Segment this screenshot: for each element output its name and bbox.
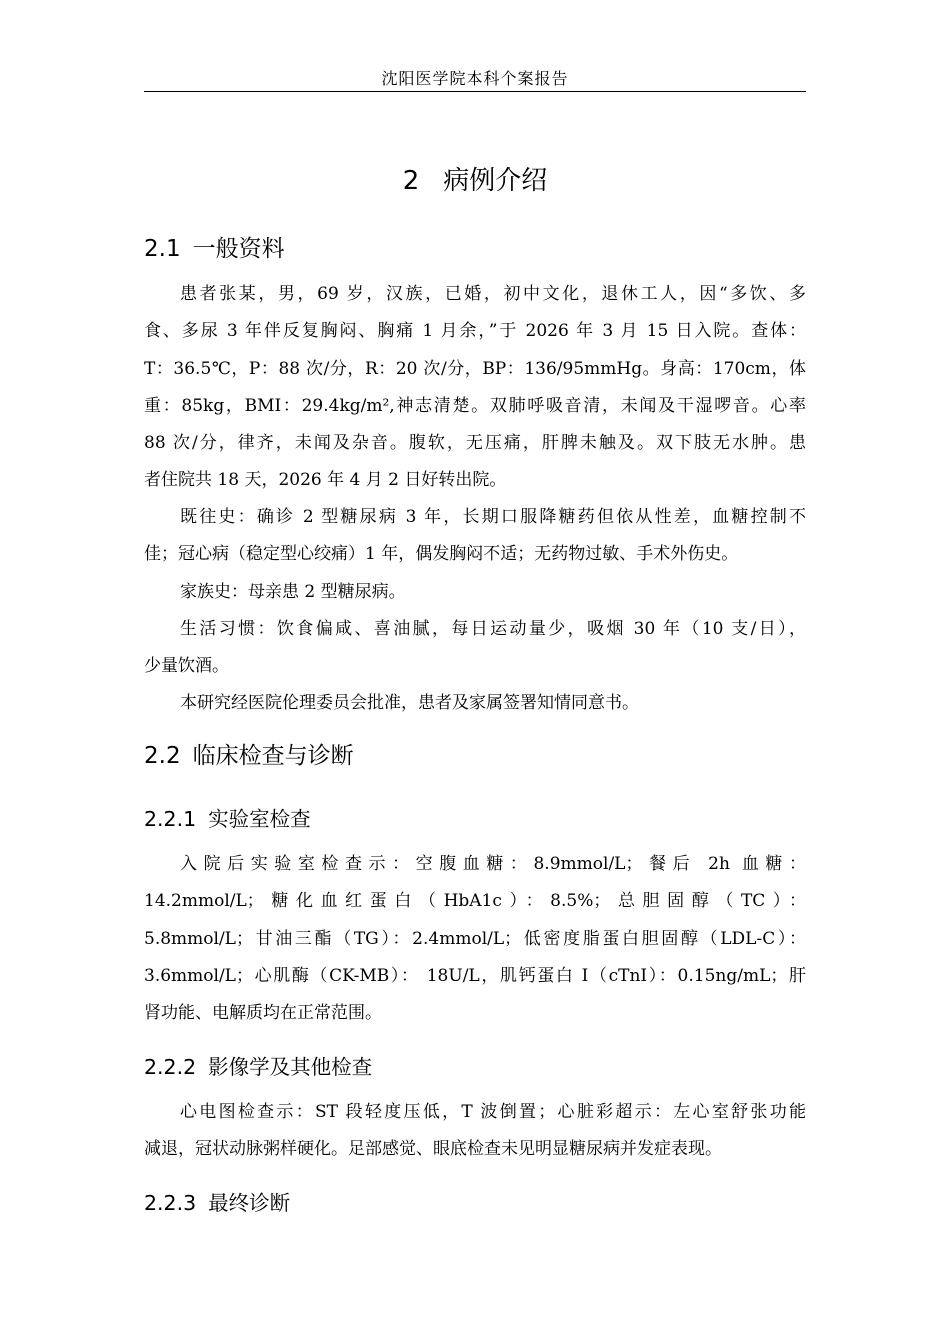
- section-number: 2.1: [144, 236, 181, 262]
- chapter-title-text: 病例介绍: [443, 166, 548, 196]
- text-line: 入院后实验室检查示：空腹血糖：8.9mmol/L；餐后 2h 血糖：: [180, 854, 806, 874]
- text-line: 既往史：确诊 2 型糖尿病 3 年，长期口服降糖药但依从性差，血糖控制不: [180, 507, 806, 527]
- section-heading-2-2-3: [144, 1186, 290, 1216]
- section-title: 影像学及其他检查: [208, 1055, 373, 1079]
- section-heading-2-2: [144, 737, 354, 770]
- text-line: 3.6mmol/L；心肌酶（CK-MB）： 18U/L，肌钙蛋白 I（cTnI）：0.15ng/mL；肝: [144, 965, 806, 986]
- section-title: 一般资料: [192, 236, 285, 262]
- text-line: 少量饮酒。: [144, 656, 229, 677]
- section-heading-2-1: [144, 230, 285, 263]
- paragraph-lifestyle: [144, 611, 806, 686]
- text-line: 心电图检查示：ST 段轻度压低，T 波倒置；心脏彩超示：左心室舒张功能: [180, 1102, 806, 1122]
- text-line: 减退，冠状动脉粥样硬化。足部感觉、眼底检查未见明显糖尿病并发症表现。: [144, 1139, 722, 1160]
- section-number: 2.2.2: [144, 1055, 197, 1079]
- running-header: 沈阳医学院本科个案报告: [381, 69, 569, 88]
- section-title: 临床检查与诊断: [192, 743, 354, 769]
- text-line: 家族史：母亲患 2 型糖尿病。: [180, 582, 406, 602]
- section-number: 2.2.3: [144, 1191, 197, 1215]
- section-number: 2.2.1: [144, 807, 197, 831]
- section-title: 实验室检查: [208, 807, 311, 831]
- paragraph-general-info: [144, 276, 806, 500]
- text-line: T：36.5℃，P：88 次/分，R：20 次/分，BP：136/95mmHg。身高：170cm，体: [144, 358, 806, 379]
- chapter-number: 2: [402, 166, 420, 196]
- header-rule: [144, 91, 806, 92]
- paragraph-family-history: [144, 574, 806, 611]
- section-title: 最终诊断: [208, 1191, 291, 1215]
- section-heading-2-2-1: [144, 802, 311, 832]
- text-line: 14.2mmol/L；糖化血红蛋白（HbA1c）：8.5%；总胆固醇（TC）：: [144, 891, 806, 912]
- text-line: 生活习惯：饮食偏咸、喜油腻，每日运动量少，吸烟 30 年（10 支/日），: [180, 619, 806, 639]
- text-line: 重：85kg，BMI：29.4kg/m²,神志清楚。双肺呼吸音清，未闻及干湿啰音。心率: [144, 395, 806, 416]
- section-number: 2.2: [144, 743, 181, 769]
- text-line: 本研究经医院伦理委员会批准，患者及家属签署知情同意书。: [180, 693, 639, 713]
- paragraph-imaging: [144, 1094, 806, 1169]
- paragraph-past-history: [144, 499, 806, 574]
- paragraph-ethics: [144, 685, 806, 722]
- text-line: 食、多尿 3 年伴反复胸闷、胸痛 1 月余，”于 2026 年 3 月 15 日入院。查体：: [144, 321, 806, 342]
- paragraph-lab-results: [144, 846, 806, 1032]
- chapter-title: [144, 160, 806, 197]
- section-heading-2-2-2: [144, 1050, 372, 1080]
- text-line: 者住院共 18 天，2026 年 4 月 2 日好转出院。: [144, 470, 507, 491]
- text-line: 佳；冠心病（稳定型心绞痛）1 年，偶发胸闷不适；无药物过敏、手术外伤史。: [144, 544, 739, 565]
- text-line: 88 次/分，律齐，未闻及杂音。腹软，无压痛，肝脾未触及。双下肢无水肿。患: [144, 433, 806, 454]
- text-line: 患者张某，男，69 岁，汉族，已婚，初中文化，退休工人，因“多饮、多: [180, 284, 806, 304]
- text-line: 5.8mmol/L；甘油三酯（TG）：2.4mmol/L；低密度脂蛋白胆固醇（LDL-C）：: [144, 928, 806, 949]
- text-line: 肾功能、电解质均在正常范围。: [144, 1003, 382, 1024]
